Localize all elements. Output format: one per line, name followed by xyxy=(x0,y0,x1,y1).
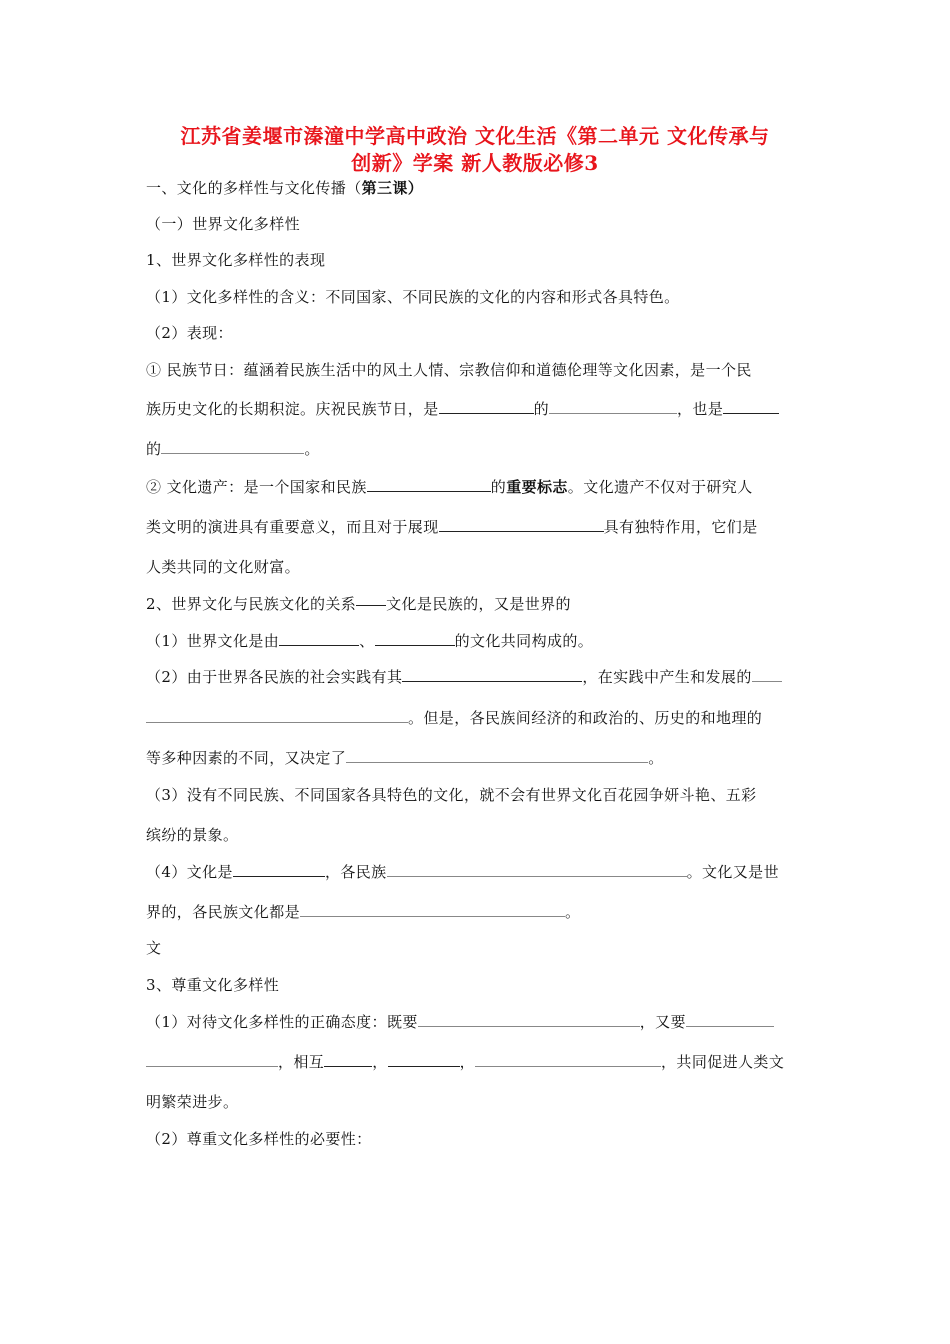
answer-blank[interactable] xyxy=(402,667,582,682)
manifestation-line: （2）表现： xyxy=(146,324,233,342)
em-dash xyxy=(356,605,386,606)
answer-blank[interactable] xyxy=(346,748,648,763)
heritage-line-1: ② 文化遗产：是一个国家和民族 的重要标志。文化遗产不仅对于研究人 xyxy=(146,478,753,496)
subsection-heading: （一）世界文化多样性 xyxy=(146,215,301,233)
title-line-2: 创新》学案 新人教版必修3 xyxy=(351,151,599,175)
answer-blank[interactable] xyxy=(439,517,604,532)
answer-blank[interactable] xyxy=(752,667,782,682)
answer-blank[interactable] xyxy=(161,439,304,454)
practice-line-1: （2）由于世界各民族的社会实践有其 ，在实践中产生和发展的 xyxy=(146,667,782,687)
point-2-heading: 2、世界文化与民族文化的关系 文化是民族的，又是世界的 xyxy=(146,595,571,613)
point-3-heading: 3、尊重文化多样性 xyxy=(146,976,280,994)
definition-line: （1）文化多样性的含义：不同国家、不同民族的文化的内容和形式各具特色。 xyxy=(146,288,680,306)
attitude-line-2: ，相互 ， ， ，共同促进人类文 xyxy=(146,1052,784,1072)
stray-character: 文 xyxy=(146,939,162,957)
attitude-line-1: （1）对待文化多样性的正确态度：既要 ，又要 xyxy=(146,1012,774,1032)
answer-blank[interactable] xyxy=(233,862,325,877)
answer-blank[interactable] xyxy=(388,1052,460,1067)
answer-blank[interactable] xyxy=(549,399,677,414)
diversity-line-1: （3）没有不同民族、不同国家各具特色的文化，就不会有世界文化百花园争妍斗艳、五彩 xyxy=(146,786,757,804)
answer-blank[interactable] xyxy=(387,862,687,877)
heritage-line-2: 类文明的演进具有重要意义，而且对于展现 具有独特作用，它们是 xyxy=(146,518,758,536)
answer-blank[interactable] xyxy=(300,902,565,917)
festival-line-1: ① 民族节日：蕴涵着民族生活中的风土人情、宗教信仰和道德伦理等文化因素，是一个民 xyxy=(146,361,752,379)
national-culture-line-2: 界的，各民族文化都是 。 xyxy=(146,903,581,921)
answer-blank[interactable] xyxy=(367,477,491,492)
festival-line-2: 族历史文化的长期积淀。庆祝民族节日，是 的 ，也是 xyxy=(146,399,779,419)
answer-blank[interactable] xyxy=(279,631,359,646)
answer-blank[interactable] xyxy=(146,708,408,723)
answer-blank[interactable] xyxy=(723,399,779,414)
answer-blank[interactable] xyxy=(146,1052,278,1067)
festival-line-3: 的 。 xyxy=(146,440,320,458)
heritage-line-3: 人类共同的文化财富。 xyxy=(146,558,301,576)
answer-blank[interactable] xyxy=(439,399,534,414)
answer-blank[interactable] xyxy=(324,1052,372,1067)
attitude-line-3: 明繁荣进步。 xyxy=(146,1093,239,1111)
title-line-1: 江苏省姜堰市溱潼中学高中政治 文化生活《第二单元 文化传承与 xyxy=(180,124,770,148)
answer-blank[interactable] xyxy=(686,1012,774,1027)
world-culture-line: （1）世界文化是由 、 的文化共同构成的。 xyxy=(146,632,594,650)
point-1-heading: 1、世界文化多样性的表现 xyxy=(146,251,326,269)
necessity-line: （2）尊重文化多样性的必要性： xyxy=(146,1130,372,1148)
diversity-line-2: 缤纷的景象。 xyxy=(146,826,239,844)
answer-blank[interactable] xyxy=(375,631,455,646)
practice-line-2: 。但是，各民族间经济的和政治的、历史的和地理的 xyxy=(146,708,762,728)
national-culture-line-1: （4）文化是 ，各民族 。文化又是世 xyxy=(146,863,779,881)
document-title xyxy=(140,123,810,177)
answer-blank[interactable] xyxy=(418,1012,640,1027)
practice-line-3: 等多种因素的不同，又决定了 。 xyxy=(146,749,664,767)
section-heading: 一、文化的多样性与文化传播（第三课） xyxy=(146,179,424,197)
answer-blank[interactable] xyxy=(475,1052,661,1067)
